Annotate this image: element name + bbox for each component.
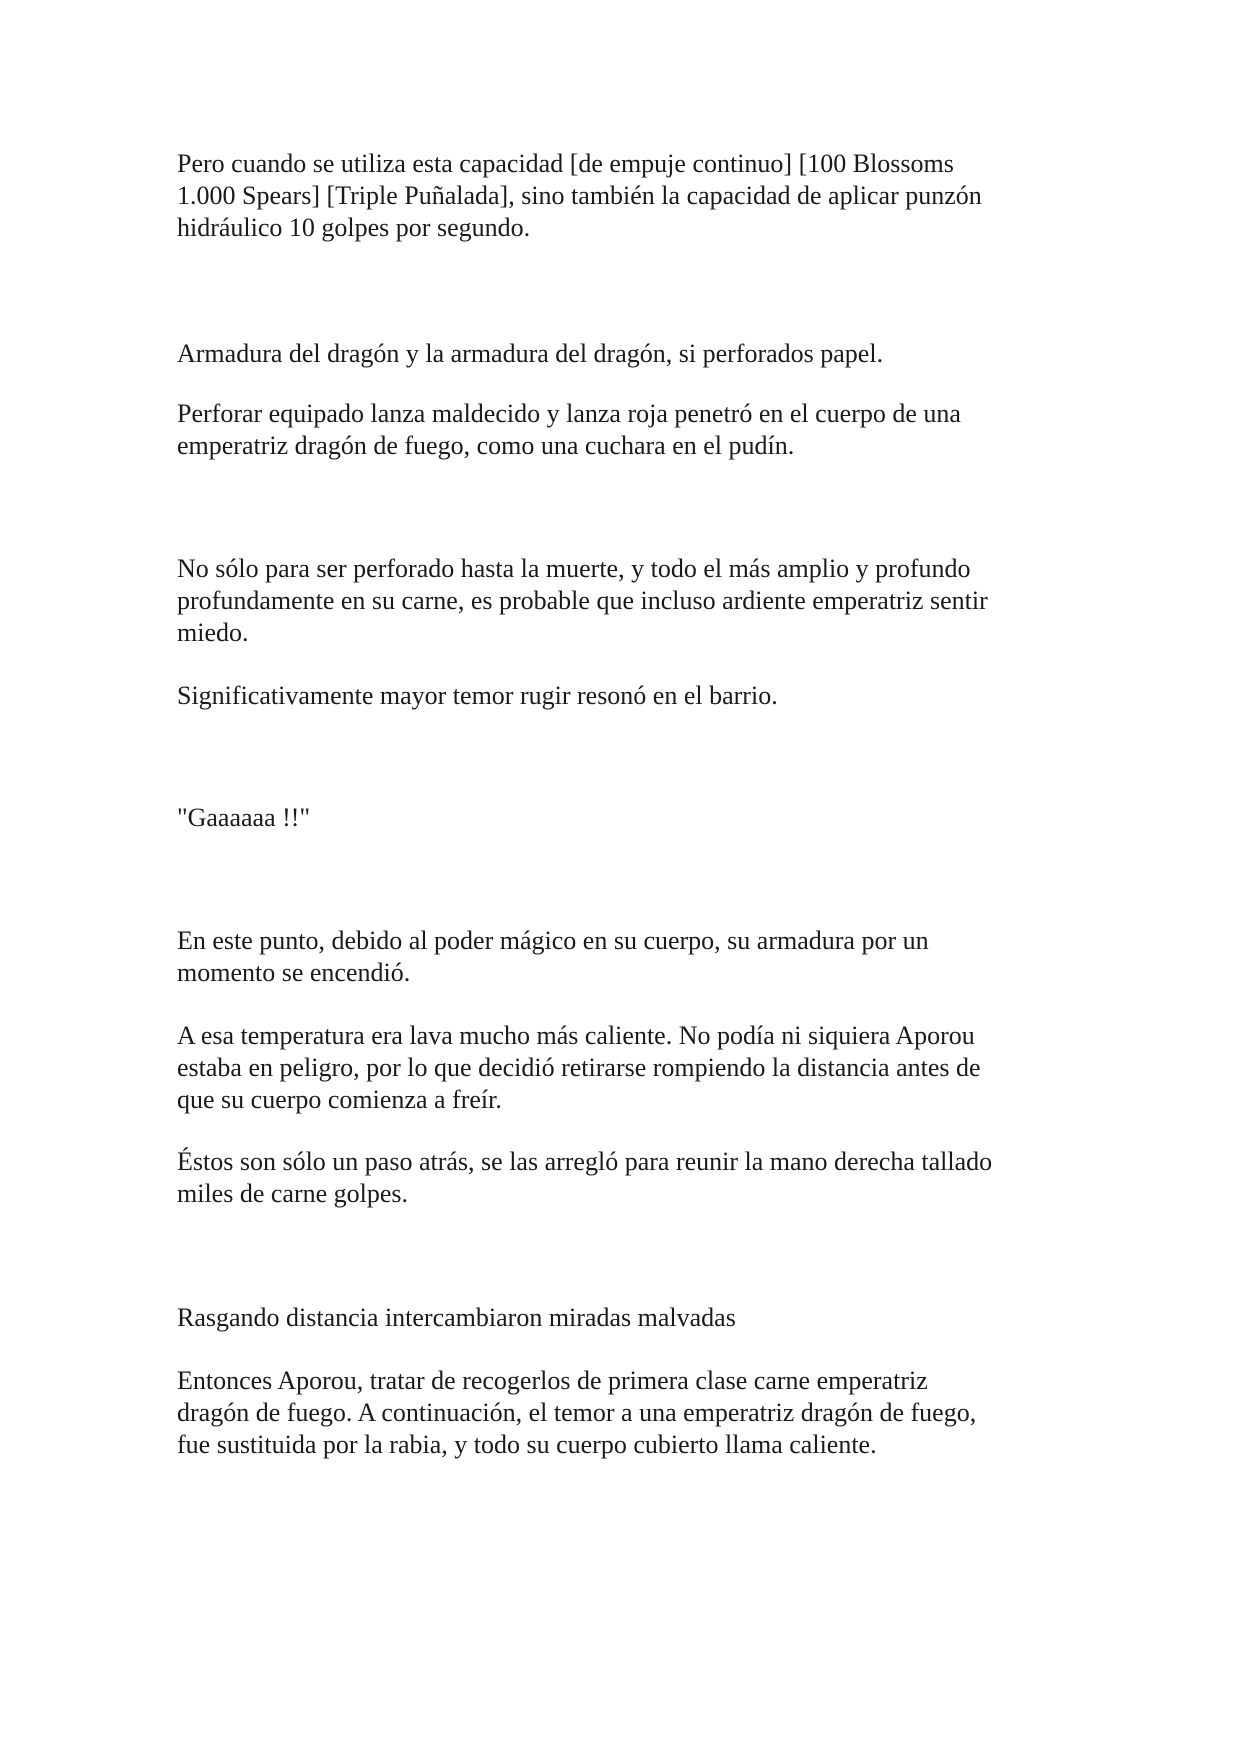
paragraph-9 [177, 1146, 1077, 1210]
paragraph-8 [177, 1020, 1077, 1116]
text-line: fue sustituida por la rabia, y todo su cuerpo cubierto llama caliente. [177, 1430, 877, 1459]
text-line: Entonces Aporou, tratar de recogerlos de primera clase carne emperatriz [177, 1366, 928, 1395]
text-line: "Gaaaaaa !!" [177, 803, 311, 832]
text-line: miedo. [177, 618, 249, 647]
text-line: Armadura del dragón y la armadura del dragón, si perforados papel. [177, 339, 884, 368]
text-line: momento se encendió. [177, 958, 411, 987]
text-line: A esa temperatura era lava mucho más caliente. No podía ni siquiera Aporou [177, 1021, 975, 1050]
text-line: hidráulico 10 golpes por segundo. [177, 213, 531, 242]
paragraph-1 [177, 148, 1077, 244]
text-line: No sólo para ser perforado hasta la muerte, y todo el más amplio y profundo [177, 554, 971, 583]
text-line: Éstos son sólo un paso atrás, se las arregló para reunir la mano derecha tallado [177, 1147, 993, 1176]
paragraph-2 [177, 338, 1077, 370]
text-line: miles de carne golpes. [177, 1179, 409, 1208]
paragraph-11 [177, 1365, 1077, 1461]
paragraph-7 [177, 925, 1077, 989]
paragraph-3 [177, 398, 1077, 462]
paragraph-6 [177, 802, 1077, 834]
paragraph-5 [177, 680, 1077, 712]
paragraph-10 [177, 1302, 1077, 1334]
text-line: que su cuerpo comienza a freír. [177, 1085, 502, 1114]
text-line: profundamente en su carne, es probable que incluso ardiente emperatriz sentir [177, 586, 988, 615]
text-line: Significativamente mayor temor rugir resonó en el barrio. [177, 681, 778, 710]
text-line: estaba en peligro, por lo que decidió retirarse rompiendo la distancia antes de [177, 1053, 981, 1082]
text-line: Pero cuando se utiliza esta capacidad [de empuje continuo] [100 Blossoms [177, 149, 954, 178]
text-line: emperatriz dragón de fuego, como una cuchara en el pudín. [177, 431, 795, 460]
text-line: En este punto, debido al poder mágico en su cuerpo, su armadura por un [177, 926, 929, 955]
text-line: 1.000 Spears] [Triple Puñalada], sino también la capacidad de aplicar punzón [177, 181, 982, 210]
paragraph-4 [177, 553, 1077, 649]
text-line: dragón de fuego. A continuación, el temor a una emperatriz dragón de fuego, [177, 1398, 977, 1427]
text-line: Perforar equipado lanza maldecido y lanza roja penetró en el cuerpo de una [177, 399, 961, 428]
text-line: Rasgando distancia intercambiaron miradas malvadas [177, 1303, 736, 1332]
